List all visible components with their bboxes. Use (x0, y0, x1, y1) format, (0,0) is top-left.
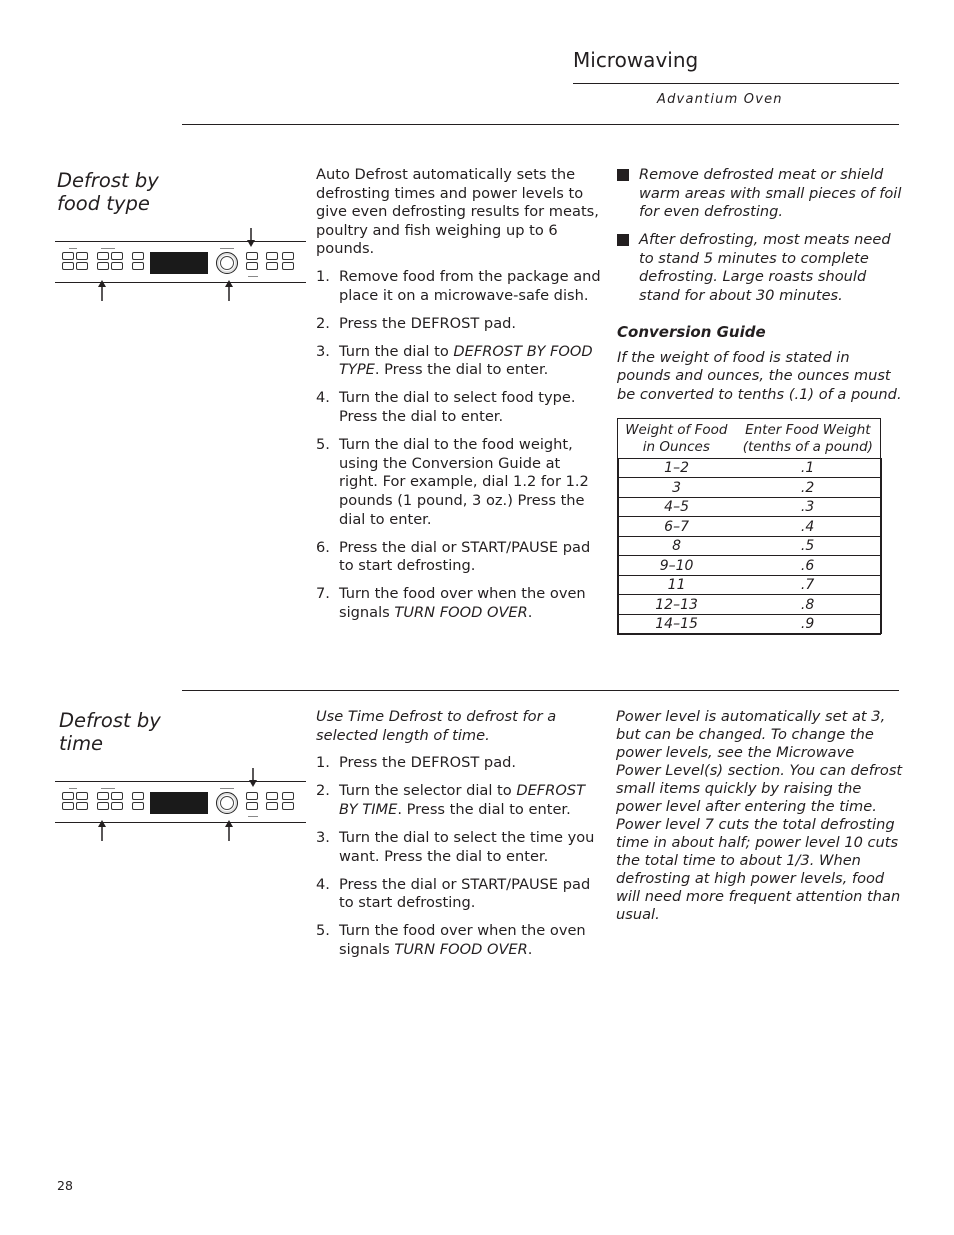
square-bullet-icon (617, 169, 629, 181)
section-title: Microwaving (573, 48, 699, 72)
table-row: 12–13 .8 (619, 595, 882, 615)
list-item: 4. Turn the dial to select food type. Press the dial to enter. (316, 389, 576, 426)
time-heading (59, 709, 161, 755)
pointer-arrows (55, 768, 306, 844)
table-row: 8 .5 (619, 536, 882, 556)
food-type-heading-line2: food type (57, 192, 150, 215)
pointer-arrows (55, 228, 306, 304)
time-power-note-block (616, 708, 903, 924)
table-row: 3 .2 (619, 478, 882, 498)
square-bullet-icon (617, 234, 629, 246)
section-divider (182, 690, 899, 691)
food-type-heading-line1: Defrost by (57, 169, 159, 192)
tip-item: Remove defrosted meat or shield warm areas with small pieces of foil for even defrosting. (617, 166, 903, 222)
list-item: 5. Turn the dial to the food weight, using the Conversion Guide at right. For example, dial 1.2 for 1.2 pounds (1 pound, 3 oz.) Press the dial to enter. (316, 436, 589, 528)
conversion-guide-note: If the weight of food is stated in pounds and ounces, the ounces must be converted to tenths (.1) of a pound. (617, 348, 902, 403)
food-type-instructions (316, 166, 602, 632)
table-row: 4–5 .3 (619, 497, 882, 517)
table-row: 6–7 .4 (619, 517, 882, 537)
time-heading-line2: time (59, 732, 104, 755)
time-steps (316, 754, 602, 959)
time-instructions (316, 708, 602, 969)
list-item: 3. Turn the dial to select the time you want. Press the dial to enter. (316, 828, 595, 865)
conversion-guide-heading: Conversion Guide (617, 322, 766, 341)
header-rule (573, 83, 899, 84)
table-row: 11 .7 (619, 575, 882, 595)
list-item: 2. Press the DEFROST pad. (316, 314, 517, 332)
power-level-note: Power level is automatically set at 3, but can be changed. To change the power levels, see the Microwave Power Level(s) section. You can defrost small items quickly by raising the power level after entering the time. Power level 7 cuts the total defrosting time in about half; power level 10 cuts the total time to about 1/3. When defrosting at high power levels, food will need more frequent attention than usual. (616, 708, 903, 923)
table-header-row (619, 419, 882, 458)
conversion-table (617, 418, 881, 635)
food-type-heading (57, 169, 159, 215)
control-panel-illustration (55, 768, 306, 844)
table-row: 1–2 .1 (619, 458, 882, 478)
time-heading-line1: Defrost by (59, 709, 161, 732)
list-item: 6. Press the dial or START/PAUSE pad to start defrosting. (316, 538, 591, 575)
product-subtitle: Advantium Oven (657, 92, 783, 107)
food-type-steps (316, 268, 602, 623)
column-header-ounces: Weight of Food in Ounces (619, 419, 735, 458)
food-type-intro: Auto Defrost automatically sets the defrosting times and power levels to give even defrosting results for meats, poultry and fish weighing up to 6 pounds. (316, 166, 599, 258)
list-item: 1. Remove food from the package and place it on a microwave-safe dish. (316, 267, 601, 304)
column-header-tenths: Enter Food Weight (tenths of a pound) (734, 419, 881, 458)
list-item: 1. Press the DEFROST pad. (316, 754, 517, 772)
list-item: 2. Turn the selector dial to DEFROST BY TIME. Press the dial to enter. (316, 782, 586, 818)
list-item: 4. Press the dial or START/PAUSE pad to start defrosting. (316, 875, 591, 912)
table-row: 9–10 .6 (619, 556, 882, 576)
food-type-tips (617, 166, 903, 635)
table-row: 14–15 .9 (619, 614, 882, 634)
list-item: 5. Turn the food over when the oven signals TURN FOOD OVER. (316, 922, 586, 958)
control-panel-illustration (55, 228, 306, 304)
page-number: 28 (57, 1178, 73, 1193)
list-item: 3. Turn the dial to DEFROST BY FOOD TYPE. Press the dial to enter. (316, 342, 593, 379)
section-divider (182, 124, 899, 125)
time-intro: Use Time Defrost to defrost for a selected length of time. (316, 708, 557, 744)
tip-item: After defrosting, most meats need to stand 5 minutes to complete defrosting. Large roasts should stand for about 30 minutes. (617, 231, 903, 305)
list-item: 7. Turn the food over when the oven signals TURN FOOD OVER. (316, 585, 586, 621)
